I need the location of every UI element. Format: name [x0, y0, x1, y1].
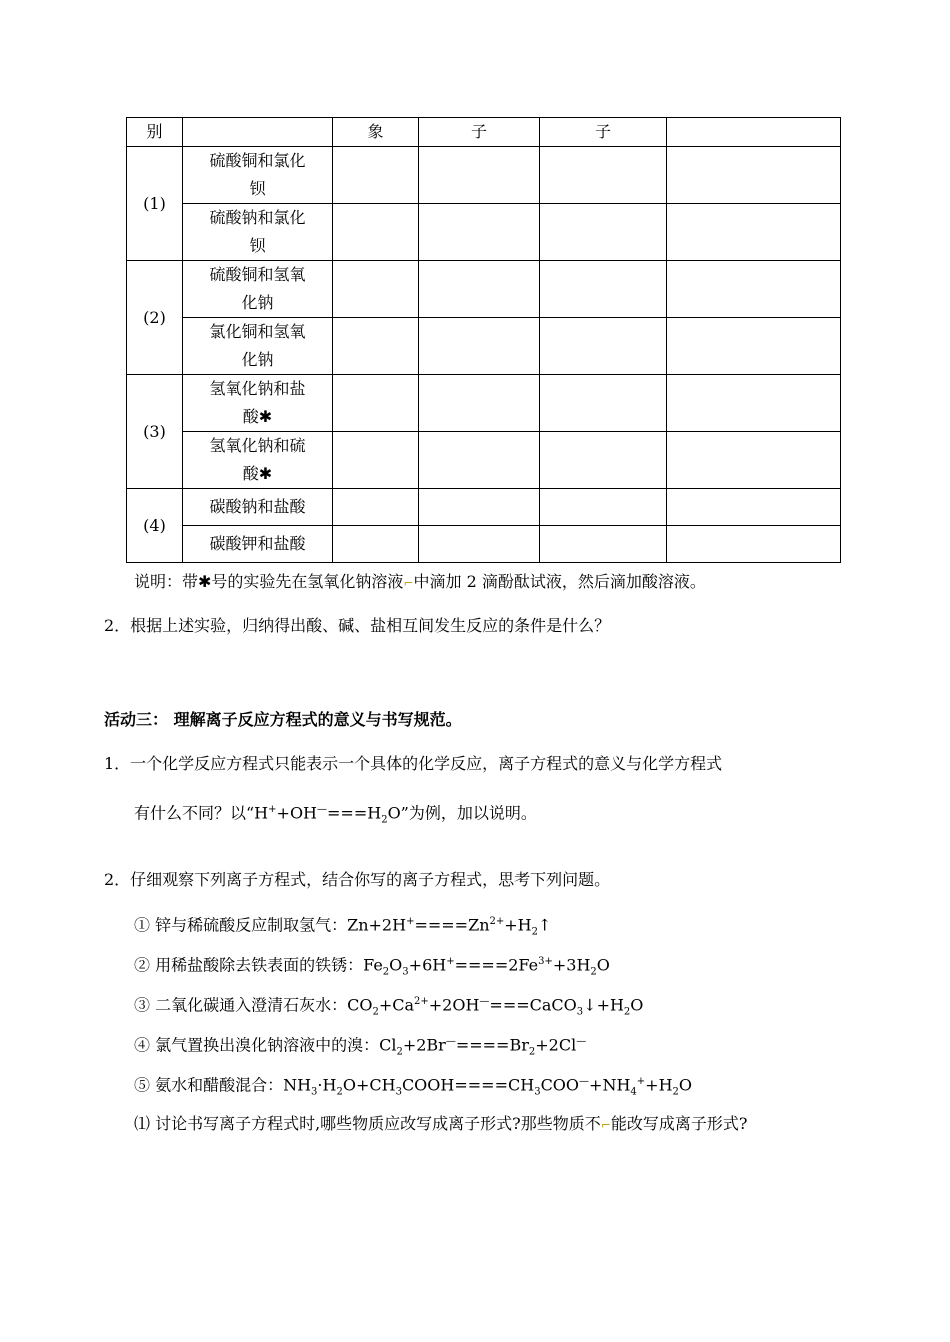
header-cell: 别 — [127, 118, 183, 147]
header-cell: 象 — [333, 118, 419, 147]
comment-mark: ⌐ — [403, 576, 414, 590]
equation-4: ④ 氯气置换出溴化钠溶液中的溴：$Cl_2+2Br^—====Br_2+2Cl^—$ — [134, 1035, 587, 1058]
table-row — [127, 489, 841, 526]
table-row — [127, 204, 841, 261]
header-cell: 子 — [419, 118, 540, 147]
table-row — [127, 261, 841, 318]
group-label: (2) — [127, 261, 183, 375]
table-row — [127, 432, 841, 489]
table-row — [127, 375, 841, 432]
reagent-cell: 碳酸钾和盐酸 — [183, 526, 333, 563]
reagent-cell: 硫酸铜和氯化 钡 — [183, 147, 333, 204]
equation-3: ③ 二氧化碳通入澄清石灰水：$CO_2+Ca^{2+}+2OH^—===CaCO_3↓+H_2O$ — [134, 995, 644, 1018]
table-header-row — [127, 118, 841, 147]
question-2-intro: 2．仔细观察下列离子方程式，结合你写的离子方程式，思考下列问题。 — [104, 870, 611, 889]
reagent-cell: 硫酸钠和氯化 钡 — [183, 204, 333, 261]
table-row — [127, 318, 841, 375]
header-cell — [667, 118, 841, 147]
header-cell — [183, 118, 333, 147]
reagent-cell: 氢氧化钠和盐 酸✱ — [183, 375, 333, 432]
group-label: (4) — [127, 489, 183, 563]
table-note: 说明：带✱号的实验先在氢氧化钠溶液⌐中滴加 2 滴酚酞试液，然后滴加酸溶液。 — [134, 572, 706, 591]
group-label: (1) — [127, 147, 183, 261]
equation-5: ⑤ 氨水和醋酸混合：$NH_3\cdot H_2O+CH_3COOH====CH_3COO^—+NH_4^++H_2O$ — [134, 1075, 693, 1098]
header-cell: 子 — [540, 118, 667, 147]
activity-three-title: 活动三： 理解离子反应方程式的意义与书写规范。 — [104, 710, 462, 729]
sub-question-1: ⑴ 讨论书写离子方程式时,哪些物质应改写成离子形式?那些物质不⌐能改写成离子形式? — [134, 1114, 748, 1133]
experiment-table — [126, 117, 841, 563]
reagent-cell: 硫酸铜和氢氧 化钠 — [183, 261, 333, 318]
comment-mark: ⌐ — [600, 1118, 611, 1132]
question-1-line2: 有什么不同？以“$H^++OH^—===H_2O$”为例，加以说明。 — [134, 803, 537, 826]
group-label: (3) — [127, 375, 183, 489]
reagent-cell: 碳酸钠和盐酸 — [183, 489, 333, 526]
reagent-cell: 氢氧化钠和硫 酸✱ — [183, 432, 333, 489]
table-row — [127, 147, 841, 204]
reagent-cell: 氯化铜和氢氧 化钠 — [183, 318, 333, 375]
question-conditions: 2．根据上述实验，归纳得出酸、碱、盐相互间发生反应的条件是什么？ — [104, 616, 611, 635]
table-row — [127, 526, 841, 563]
equation-1: ① 锌与稀硫酸反应制取氢气：$Zn+2H^+====Zn^{2+}+H_2↑$ — [134, 915, 552, 938]
question-1-line1: 1．一个化学反应方程式只能表示一个具体的化学反应，离子方程式的意义与化学方程式 — [104, 754, 723, 773]
equation-2: ② 用稀盐酸除去铁表面的铁锈：$Fe_2O_3+6H^+====2Fe^{3+}+3H_2O$ — [134, 955, 610, 978]
